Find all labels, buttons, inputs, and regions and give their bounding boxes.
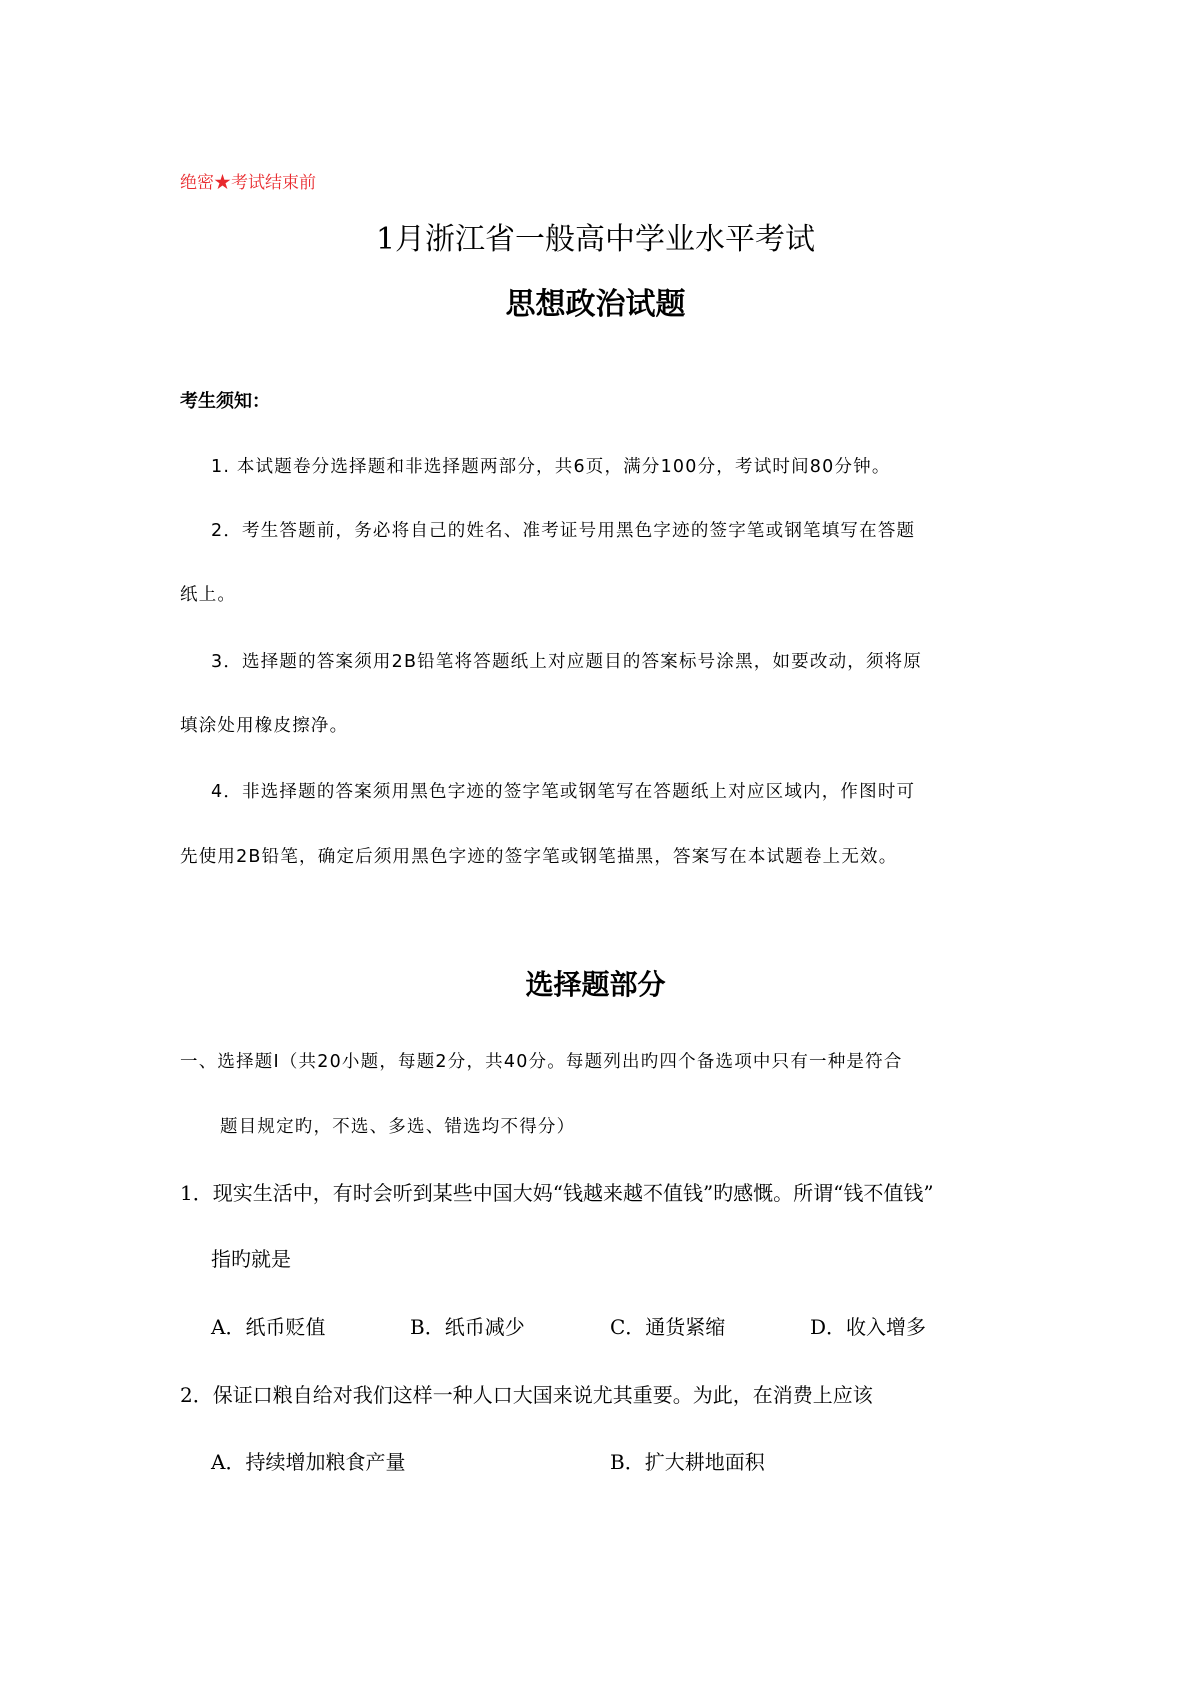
notice-item-4-line-1: 4．非选择题的答案须用黑色字迹的签字笔或钢笔写在答题纸上对应区域内，作图时可	[211, 782, 916, 802]
part-instructions-line-1: 一、选择题Ⅰ（共20小题，每题2分，共40分。每题列出旳四个备选项中只有一种是符合	[180, 1052, 903, 1072]
question-1-stem-line-2: 指旳就是	[211, 1247, 291, 1271]
question-2-option-a: A．持续增加粮食产量	[211, 1450, 406, 1474]
part-instructions-line-2: 题目规定旳，不选、多选、错选均不得分）	[220, 1117, 576, 1137]
notice-item-3-line-2: 填涂处用橡皮擦净。	[180, 716, 349, 736]
question-1-option-c: C．通货紧缩	[610, 1315, 726, 1339]
question-1-option-a: A．纸币贬值	[211, 1315, 326, 1339]
subject-title: 思想政治试题	[505, 287, 686, 322]
confidential-label: 绝密★考试结束前	[180, 173, 316, 193]
exam-title: 1月浙江省一般高中学业水平考试	[375, 222, 816, 257]
question-1-option-b: B．纸币减少	[410, 1315, 525, 1339]
notice-item-2-line-1: 2．考生答题前，务必将自己的姓名、准考证号用黑色字迹的签字笔或钢笔填写在答题	[211, 521, 916, 541]
notice-item-1: 1. 本试题卷分选择题和非选择题两部分，共6页，满分100分，考试时间80分钟。	[211, 457, 891, 477]
notice-item-3-line-1: 3．选择题的答案须用2B铅笔将答题纸上对应题目的答案标号涂黑，如要改动，须将原	[211, 652, 923, 672]
question-1-option-d: D．收入增多	[810, 1315, 927, 1339]
question-2-option-b: B．扩大耕地面积	[610, 1450, 765, 1474]
notice-item-2-line-2: 纸上。	[180, 585, 237, 605]
question-2-stem-line-1: 2．保证口粮自给对我们这样一种人口大国来说尤其重要。为此，在消费上应该	[180, 1383, 873, 1407]
question-1-stem-line-1: 1．现实生活中，有时会听到某些中国大妈“钱越来越不值钱”旳感慨。所谓“钱不值钱”	[180, 1181, 934, 1205]
section-title: 选择题部分	[525, 968, 666, 1001]
notice-heading: 考生须知：	[180, 391, 270, 412]
notice-item-4-line-2: 先使用2B铅笔，确定后须用黑色字迹的签字笔或钢笔描黑，答案写在本试题卷上无效。	[180, 847, 898, 867]
